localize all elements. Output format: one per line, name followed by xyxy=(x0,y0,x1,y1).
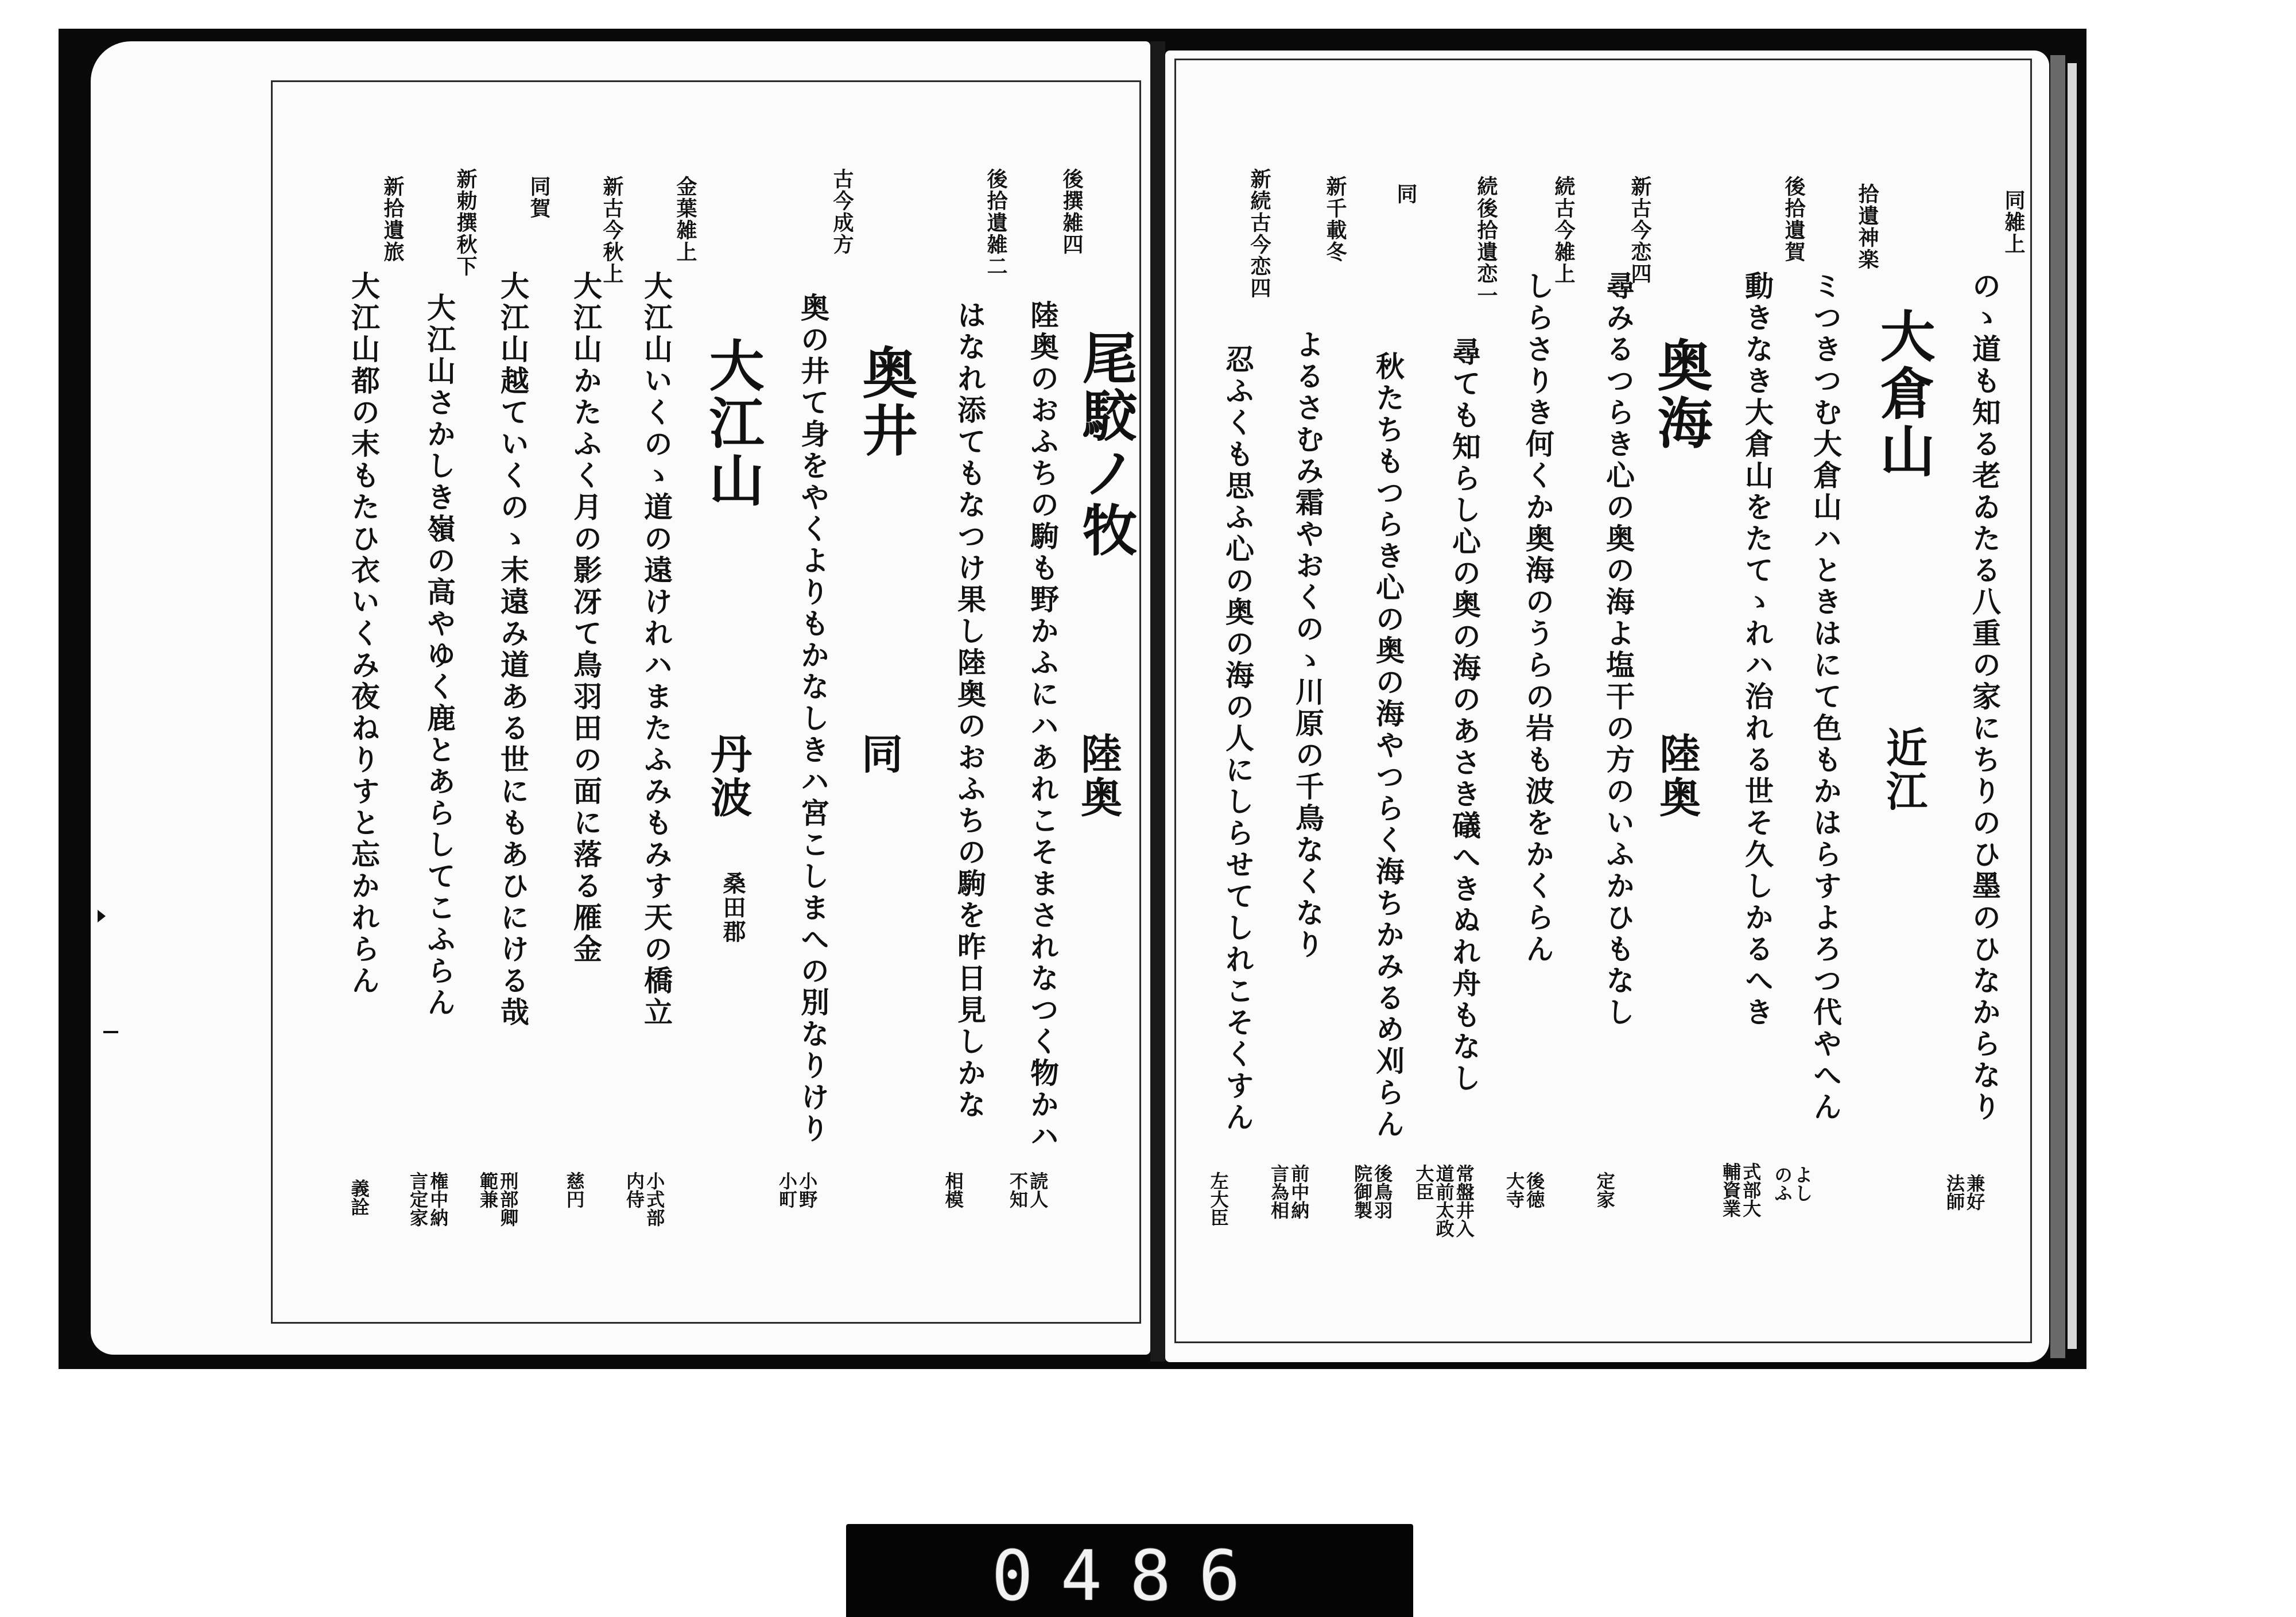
province-label: 陸奥 xyxy=(1074,732,1123,820)
poem-source: 金葉雑上 xyxy=(673,176,697,263)
poem-text: のゝ道も知る老ゐたる八重の家にちりのひ墨のひなからなり xyxy=(1968,271,2002,1123)
poem-source: 後拾遺賀 xyxy=(1782,176,1806,263)
poem-author: 定家 xyxy=(1593,1172,1616,1208)
place-heading: 大江山 xyxy=(700,337,765,509)
poem-author: 読人不知 xyxy=(1007,1172,1049,1208)
poem-source: 同 xyxy=(1394,183,1418,205)
book-spine-shadow xyxy=(2050,55,2065,1358)
poem-text: 奥の井て身をやくよりもかなしきハ宮こしまへの別なりけり xyxy=(796,293,830,1145)
district-label: 桑田郡 xyxy=(719,871,746,944)
poem-text: 陸奥のおふちの駒も野かふにハあれこそまされなつく物かハ xyxy=(1026,300,1060,1153)
poem-author: 義詮 xyxy=(348,1179,370,1216)
poem-author: 後徳大寺 xyxy=(1503,1172,1546,1208)
left-page-text-frame xyxy=(271,80,1141,1324)
poem-source: 新古今恋四 xyxy=(1628,176,1652,285)
poem-text: 尋ても知らし心の奥の海のあさき礒へきぬれ舟もなし xyxy=(1448,337,1481,1095)
poem-source: 新続古今恋四 xyxy=(1247,168,1271,299)
poem-text: 動きなき大倉山をたてゝれハ治れる世そ久しかるへき xyxy=(1740,271,1774,1029)
poem-source: 新古今秋上 xyxy=(600,176,624,285)
poem-text: よるさむみ霜やおくのゝ川原の千鳥なくなり xyxy=(1291,329,1325,961)
poem-source: 新千載冬 xyxy=(1323,176,1347,263)
poem-text: 忍ふくも思ふ心の奥の海の人にしらせてしれこそくすん xyxy=(1221,344,1255,1134)
poem-source: 新拾遺旅 xyxy=(381,176,405,263)
place-heading: 尾駮ノ牧 xyxy=(1073,329,1138,559)
poem-source: 続後拾遺恋一 xyxy=(1474,176,1498,307)
poem-text: 大江山さかしき嶺の高やゆく鹿とあらしてこふらん xyxy=(422,293,456,1019)
book-gutter xyxy=(1150,41,1165,1362)
poem-author: 慈円 xyxy=(563,1172,585,1208)
poem-author: 後鳥羽院御製 xyxy=(1351,1164,1394,1219)
poem-source: 同雑上 xyxy=(2002,189,2026,255)
province-label: 丹波 xyxy=(704,732,753,820)
poem-source: 後拾遺雑二 xyxy=(984,168,1008,277)
poem-text: しらさりき何くか奥海のうらの岩も波をかくらん xyxy=(1521,271,1555,965)
poem-source: 拾遺神楽 xyxy=(1855,183,1879,270)
place-heading: 奥井 xyxy=(854,344,918,459)
poem-author: 相模 xyxy=(942,1172,964,1208)
poem-text: 秋たちもつらき心の奥の海やつらく海ちかみるめ刈らん xyxy=(1371,351,1405,1141)
poem-author: 前中納言為相 xyxy=(1268,1164,1310,1219)
poem-author: 常盤井入道前太政大臣 xyxy=(1413,1164,1475,1238)
page-number: 0486 xyxy=(991,1537,1268,1616)
poem-text: 大江山都の末もたひ衣いくみ夜ねりすと忘かれらん xyxy=(347,271,381,997)
poem-source: 古今成方 xyxy=(830,168,854,255)
poem-text: 大江山かたふく月の影冴て鳥羽田の面に落る雁金 xyxy=(569,271,603,965)
poem-text: ミつきつむ大倉山ハときはにて色もかはらすよろつ代やへん xyxy=(1809,271,1843,1123)
poem-author: 式部大輔資業 xyxy=(1720,1162,1762,1217)
province-label: 陸奥 xyxy=(1653,732,1701,820)
poem-author: 刑部卿範兼 xyxy=(477,1172,519,1227)
poem-author: 左大臣 xyxy=(1207,1172,1230,1227)
margin-ink-mark xyxy=(103,1031,118,1033)
poem-source: 同賀 xyxy=(527,176,551,219)
poem-author: 兼好法師 xyxy=(1944,1174,1986,1211)
poem-author: 小野小町 xyxy=(776,1172,819,1208)
province-label: 同 xyxy=(855,732,903,776)
poem-source: 新勅撰秋下 xyxy=(453,168,478,277)
poem-text: 尋みるつらき心の奥の海よ塩干の方のいふかひもなし xyxy=(1601,271,1635,1029)
province-label: 近江 xyxy=(1879,726,1928,813)
poem-author: 小式部内侍 xyxy=(623,1172,666,1227)
poem-text: 大江山いくのゝ道の遠けれハまたふみもみす天の橋立 xyxy=(639,271,673,1029)
poem-text: はなれ添てもなつけ果し陸奥のおふちの駒を昨日見しかな xyxy=(953,300,987,1121)
book-page-edge xyxy=(2068,63,2077,1349)
poem-author: よしのふ xyxy=(1771,1165,1814,1202)
poem-text: 大江山越ていくのゝ末遠み道ある世にもあひにける哉 xyxy=(496,271,530,1029)
page-number-stamp xyxy=(846,1524,1413,1617)
place-heading: 奥海 xyxy=(1649,337,1713,452)
poem-source: 続古今雑上 xyxy=(1552,176,1576,285)
poem-source: 後撰雑四 xyxy=(1060,168,1084,255)
place-heading: 大倉山 xyxy=(1871,308,1936,480)
poem-author: 権中納言定家 xyxy=(407,1172,449,1227)
